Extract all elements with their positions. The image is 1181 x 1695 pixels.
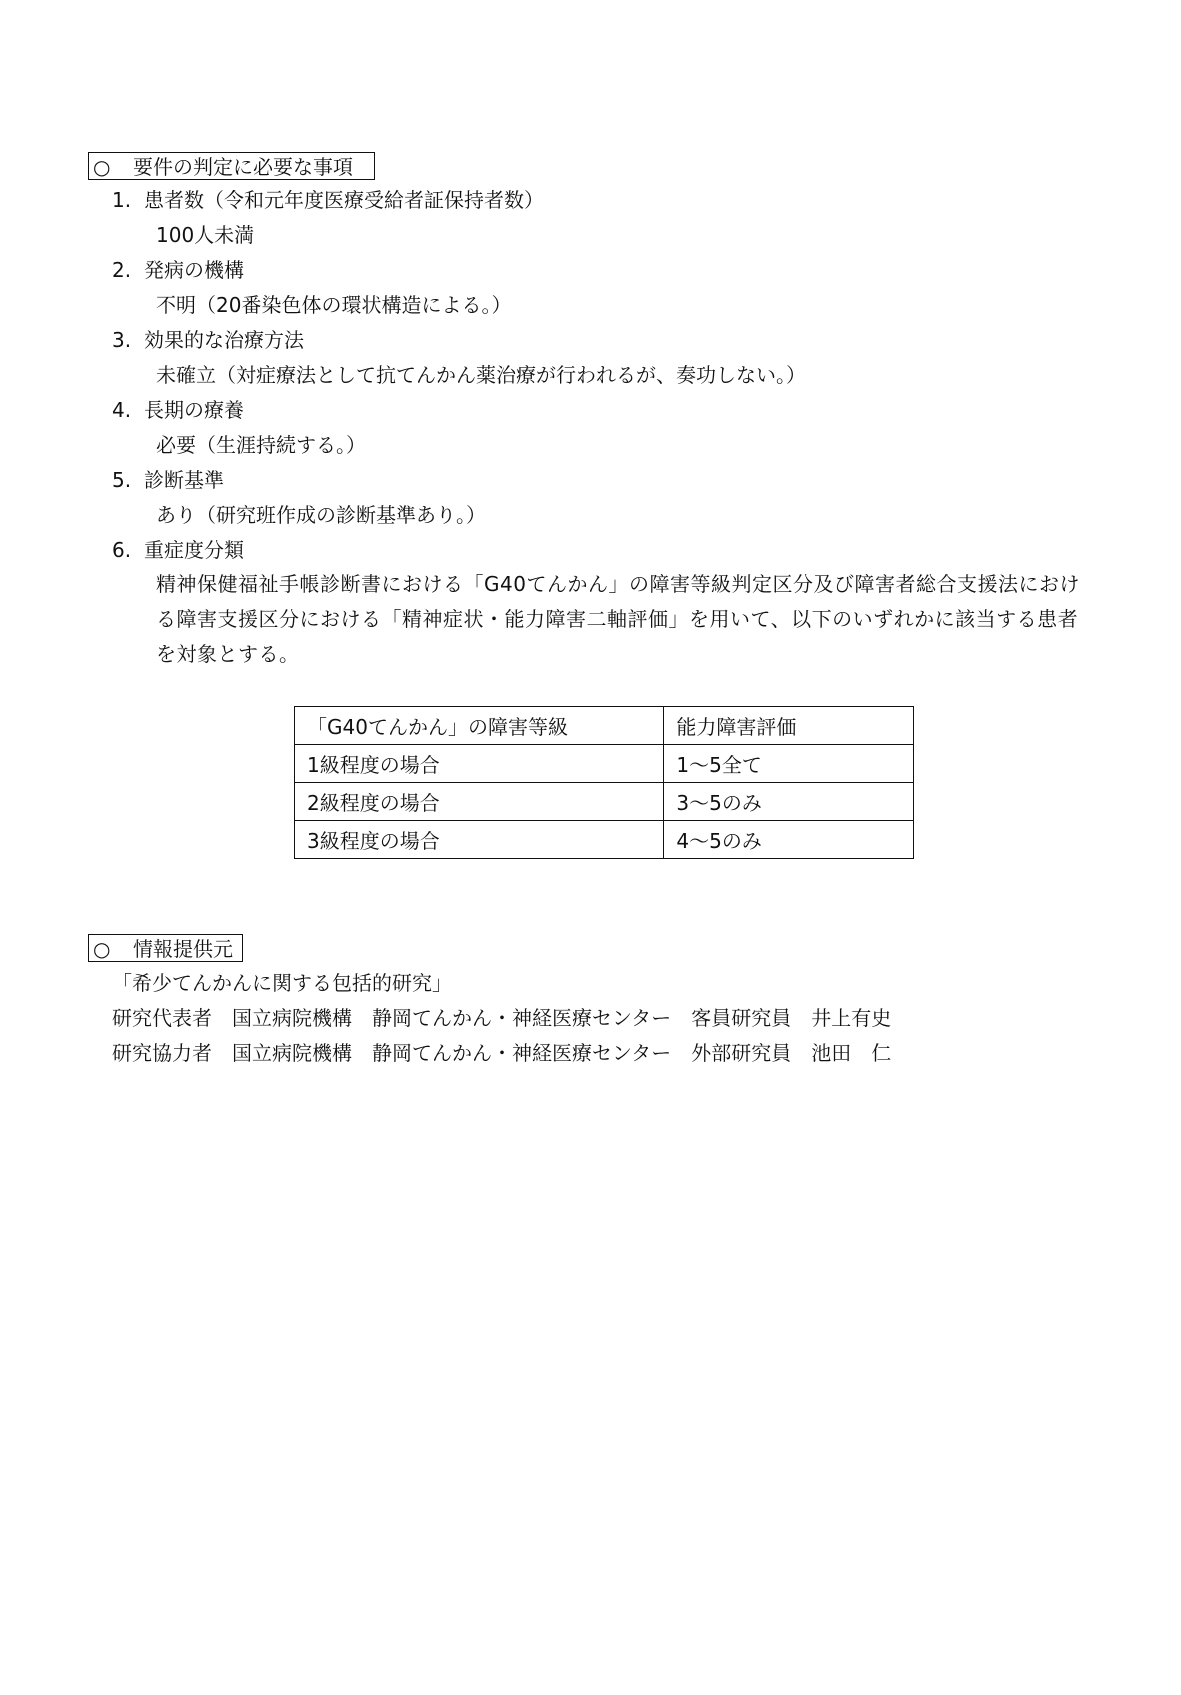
researcher-line: 研究協力者 国立病院機構 静岡てんかん・神経医療センター 外部研究員 池田 仁 [112, 1041, 892, 1065]
table-row [295, 821, 914, 859]
list-item-detail: 未確立（対症療法として抗てんかん薬治療が行われるが、奏功しない。） [156, 363, 806, 387]
list-item-heading [112, 326, 304, 354]
item-heading-text: 診断基準 [144, 468, 224, 492]
table-cell: 1級程度の場合 [295, 745, 664, 783]
section-heading-source [88, 934, 243, 962]
table-cell: 2級程度の場合 [295, 783, 664, 821]
item-heading-text: 重症度分類 [144, 538, 244, 562]
table-header-cell: 「G40てんかん」の障害等級 [295, 707, 664, 745]
list-item-detail: 100人未満 [156, 223, 255, 247]
severity-grade-table [294, 706, 914, 859]
item-heading-text: 長期の療養 [144, 398, 244, 422]
severity-description: 精神保健福祉手帳診断書における「G40てんかん」の障害等級判定区分及び障害者総合支援法における障害支援区分における「精神症状・能力障害二軸評価」を用いて、以下のいずれかに該当する患者を対象とする。 [156, 572, 1080, 666]
table-row [295, 745, 914, 783]
item-number: 3. [112, 328, 132, 352]
item-heading-text: 発病の機構 [144, 258, 244, 282]
list-item-detail: あり（研究班作成の診断基準あり。） [156, 503, 486, 527]
section-title: 情報提供元 [133, 937, 233, 961]
list-item-heading [112, 186, 544, 214]
item-number: 1. [112, 188, 132, 212]
item-number: 2. [112, 258, 132, 282]
list-item-heading [112, 256, 244, 284]
table-row [295, 783, 914, 821]
table-cell: 3～5のみ [664, 783, 914, 821]
circle-mark-icon: ○ [93, 937, 111, 961]
item-number: 6. [112, 538, 132, 562]
table-cell: 4～5のみ [664, 821, 914, 859]
list-item-detail: 必要（生涯持続する。） [156, 433, 366, 457]
circle-mark-icon: ○ [93, 155, 111, 179]
table-cell: 3級程度の場合 [295, 821, 664, 859]
list-item-heading [112, 396, 244, 424]
study-title: 「希少てんかんに関する包括的研究」 [112, 971, 452, 995]
item-number: 4. [112, 398, 132, 422]
item-heading-text: 患者数（令和元年度医療受給者証保持者数） [144, 188, 544, 212]
item-heading-text: 効果的な治療方法 [144, 328, 304, 352]
list-item-heading [112, 466, 224, 494]
table-header-row [295, 707, 914, 745]
section-title: 要件の判定に必要な事項 [133, 155, 353, 179]
list-item-heading [112, 536, 244, 564]
table-cell: 1～5全て [664, 745, 914, 783]
section-heading-requirements [88, 152, 375, 180]
researcher-line: 研究代表者 国立病院機構 静岡てんかん・神経医療センター 客員研究員 井上有史 [112, 1006, 892, 1030]
item-number: 5. [112, 468, 132, 492]
list-item-detail: 不明（20番染色体の環状構造による。） [156, 293, 512, 317]
table-header-cell: 能力障害評価 [664, 707, 914, 745]
